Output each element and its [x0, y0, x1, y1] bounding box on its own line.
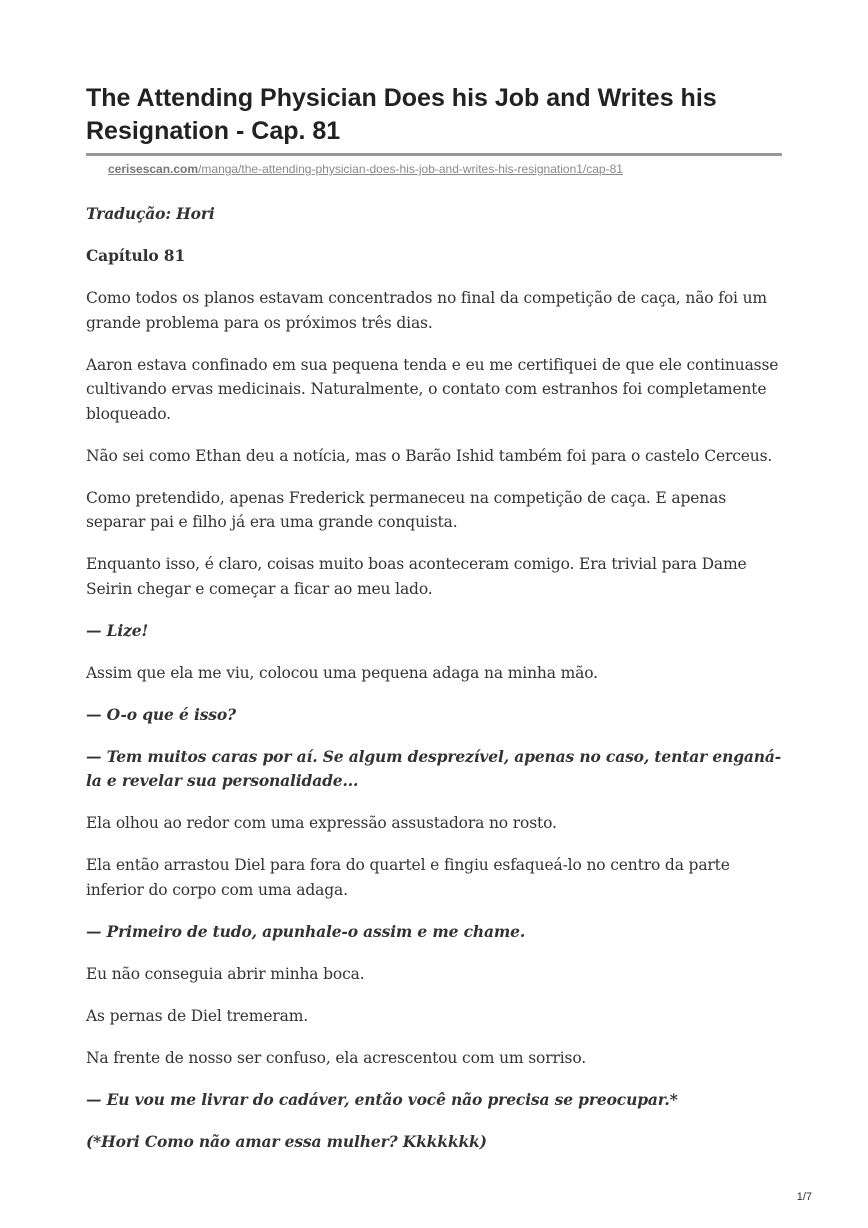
paragraph: Eu não conseguia abrir minha boca. [86, 964, 365, 983]
paragraph: Capítulo 81 [86, 246, 186, 265]
paragraph: — O-o que é isso? [86, 704, 236, 724]
paragraph: Na frente de nosso ser confuso, ela acrescentou com um sorriso. [86, 1048, 587, 1067]
paragraph: Aaron estava confinado em sua pequena tenda e eu me certifiquei de que ele continuasse cultivando ervas medicinais. Naturalmente, o contato com estranhos foi completamente bloqueado. [86, 355, 779, 423]
source-path: /manga/the-attending-physician-does-his-job-and-writes-his-resignation1/cap-81 [198, 162, 623, 176]
paragraph: Tradução: Hori [86, 204, 215, 223]
title-divider [86, 153, 782, 156]
paragraph: Como todos os planos estavam concentrados no final da competição de caça, não foi um grande problema para os próximos três dias. [86, 289, 767, 332]
paragraph: As pernas de Diel tremeram. [86, 1006, 309, 1025]
paragraph: — Eu vou me livrar do cadáver, então você não precisa se preocupar.* [86, 1089, 678, 1109]
paragraph: Assim que ela me viu, colocou uma pequena adaga na minha mão. [86, 663, 598, 682]
source-link[interactable] [108, 161, 623, 177]
source-domain: cerisescan.com [108, 162, 199, 176]
page-number: 1/7 [796, 1191, 812, 1203]
paragraph: Não sei como Ethan deu a notícia, mas o Barão Ishid também foi para o castelo Cerceus. [86, 446, 773, 465]
paragraph: Como pretendido, apenas Frederick permaneceu na competição de caça. E apenas separar pai e filho já era uma grande conquista. [86, 488, 727, 531]
paragraph: (*Hori Como não amar essa mulher? Kkkkkkk) [86, 1131, 487, 1151]
paragraph: — Tem muitos caras por aí. Se algum desprezível, apenas no caso, tentar enganá-la e revelar sua personalidade... [86, 746, 782, 790]
paragraph: Ela olhou ao redor com uma expressão assustadora no rosto. [86, 814, 557, 832]
paragraph: — Lize! [86, 620, 149, 640]
paragraph: — Primeiro de tudo, apunhale-o assim e me chame. [86, 921, 526, 941]
page-title: The Attending Physician Does his Job and Writes his Resignation - Cap. 81 [86, 84, 717, 145]
paragraph: Enquanto isso, é claro, coisas muito boas aconteceram comigo. Era trivial para Dame Seirin chegar e começar a ficar ao meu lado. [86, 555, 747, 598]
paragraph: Ela então arrastou Diel para fora do quartel e fingiu esfaqueá-lo no centro da parte inferior do corpo com uma adaga. [86, 856, 730, 899]
chapter-content [86, 202, 782, 1172]
